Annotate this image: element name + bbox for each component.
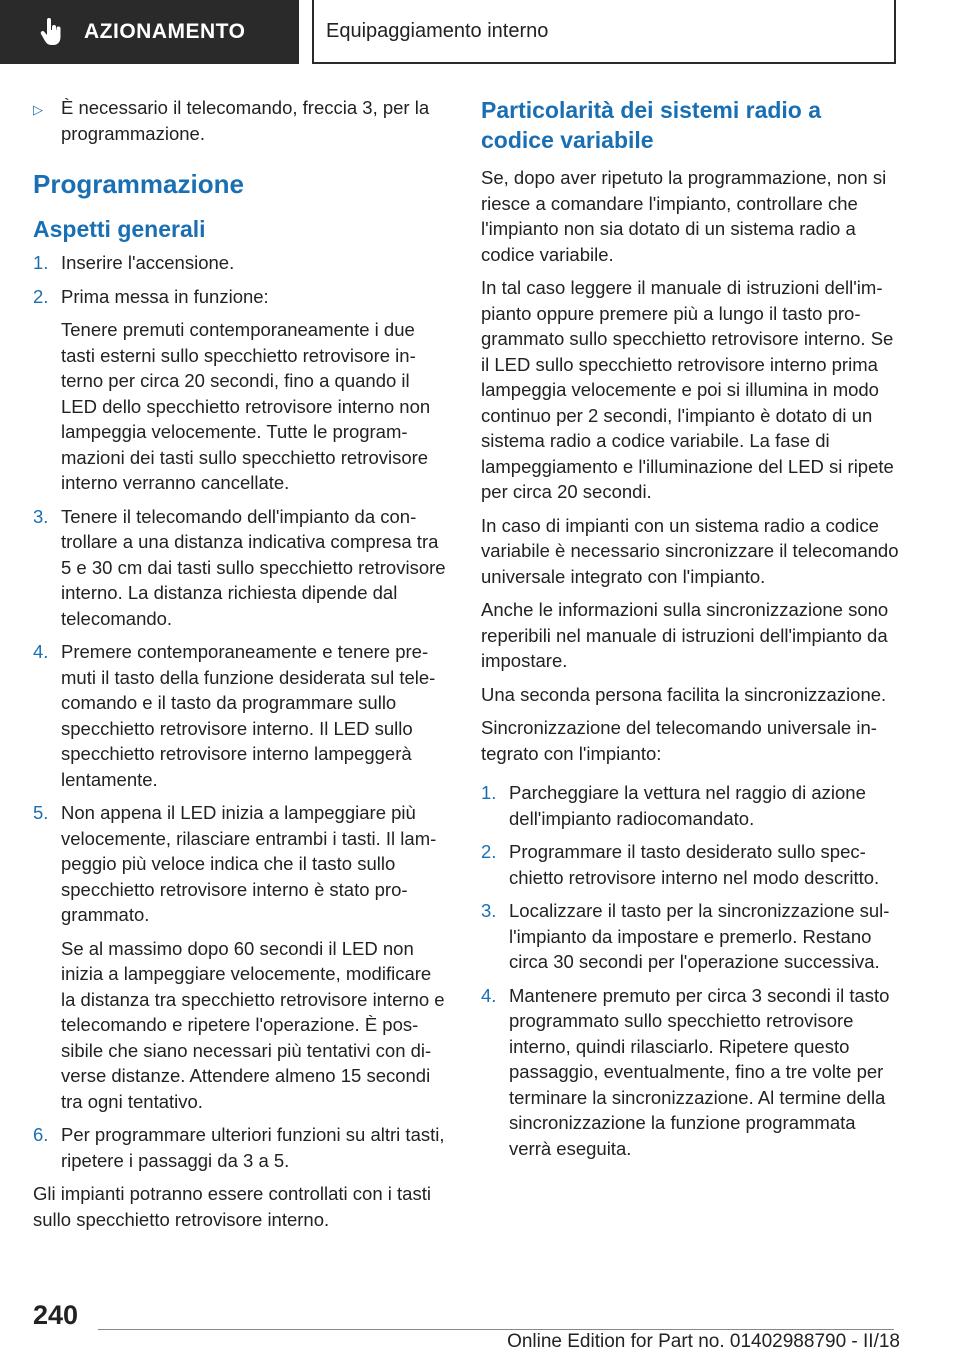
page-number: 240 [33,1300,79,1330]
list-item [33,639,447,792]
step-text: Tenere premuti contemporaneamente i due tasti esterni sullo specchietto retrovisore interno per circa 20 secondi, fino a quando il LED dello specchietto retrovisore interno non lampeggia velocemente. Tutte le programmazioni dei tasti sullo specchietto retrovisore interno verranno cancellate. [61,319,431,493]
step-number: 3. [481,900,497,921]
step-number: 5. [33,802,49,823]
chapter-title: Equipaggiamento interno [326,19,549,42]
paragraph: In tal caso leggere il manuale di istruzioni dell'impianto oppure premere più a lungo il tasto programmato sullo specchietto retrovisore interno. Se il LED sullo specchietto retrovisore interno prima lampeggia velocemente e poi si illumina in modo continuo per 2 secondi, l'impianto è dotato di un sistema radio a codice variabile. La fase di lampeggiamento e l'illuminazione del LED si ripete per circa 20 secondi. [481,277,894,502]
step-number: 2. [33,285,49,307]
step-text: Per programmare ulteriori funzioni su altri tasti, ripetere i passaggi da 3 a 5. [61,1124,445,1171]
step-text: Prima messa in funzione: [61,285,269,307]
step-text: Non appena il LED inizia a lampeggiare più velocemente, rilasciare entrambi i tasti. Il lampeggio più veloce indica che il tasto sullo specchietto retrovisore interno è stato programmato. [61,802,437,925]
step-text: Se al massimo dopo 60 secondi il LED non inizia a lampeggiare velocemente, modificare la distanza tra specchietto retrovisore interno e telecomando e ripetere l'operazione. È possibile che siano necessari più tentativi con diverse distanze. Attendere almeno 15 secondi tra ogni tentativo. [61,937,445,1112]
hand-pointer-icon [40,18,62,46]
right-heading: Particolarità dei sistemi radio a codice variabile [481,97,822,153]
right-column [481,95,899,1169]
list-item [33,284,447,496]
section-tab [0,0,299,64]
step-text: Localizzare il tasto per la sincronizzazione sull'impianto da impostare e premerlo. Restano circa 30 secondi per l'operazione successiva. [509,900,890,972]
section-heading: Programmazione [33,169,244,199]
step-number: 1. [33,252,49,273]
list-item [33,504,447,632]
subsection-heading: Aspetti generali [33,216,206,242]
step-text: Programmare il tasto desiderato sullo specchietto retrovisore interno nel modo descritto. [509,841,880,888]
step-number: 4. [481,984,497,1006]
step-number: 2. [481,841,497,862]
paragraph: Una seconda persona facilita la sincronizzazione. [481,683,887,705]
paragraph: In caso di impianti con un sistema radio a codice variabile è necessario sincronizzare il telecomando universale integrato con l'impianto. [481,514,899,587]
section-title: AZIONAMENTO [84,20,246,43]
list-item [33,800,447,1114]
list-item [481,780,899,831]
step-text: Inserire l'accensione. [61,252,235,273]
intro-bullet [33,95,447,146]
closing-paragraph: Gli impianti potranno essere controllati con i tasti sullo specchietto retrovisore interno. [33,1183,431,1230]
list-item [481,983,899,1162]
intro-bullet-text: È necessario il telecomando, freccia 3, per la programmazione. [61,97,430,144]
triangle-right-icon: ▷ [33,102,43,117]
step-text: Mantenere premuto per circa 3 secondi il tasto programmato sullo specchietto retrovisore interno, quindi rilasciarlo. Ripetere questo passaggio, eventualmente, fino a tre volte per terminare la sincronizzazione. Al termine della sincronizzazione la funzione programmata verrà eseguita. [509,984,890,1159]
list-item [481,898,899,975]
step-text: Tenere il telecomando dell'impianto da controllare a una distanza indicativa compresa tra 5 e 30 cm dai tasti sullo specchietto retrovisore interno. La distanza richiesta dipende dal telecomando. [61,505,446,629]
step-text: Premere contemporaneamente e tenere premuti il tasto della funzione desiderata sul telecomando e il tasto da programmare sullo specchietto retrovisore interno. Il LED sullo specchietto retrovisore interno lampeggerà lentamente. [61,641,436,790]
list-item [33,1122,447,1173]
paragraph: Se, dopo aver ripetuto la programmazione, non si riesce a comandare l'impianto, controllare che l'impianto non sia dotato di un sistema radio a codice variabile. [481,167,887,265]
step-number: 4. [33,641,49,662]
list-item [33,250,447,276]
paragraph: Anche le informazioni sulla sincronizzazione sono reperibili nel manuale di istruzioni dell'impianto da impostare. [481,599,889,671]
chapter-tab [312,0,896,64]
footer-edition: Online Edition for Part no. 01402988790 - II/18 [507,1331,900,1352]
paragraph: Sincronizzazione del telecomando universale integrato con l'impianto: [481,717,877,764]
step-number: 1. [481,782,497,803]
step-number: 3. [33,505,49,527]
list-item [481,839,899,890]
footer-divider [98,1329,894,1330]
step-text: Parcheggiare la vettura nel raggio di azione dell'impianto radiocomandato. [509,782,866,829]
step-number: 6. [33,1124,49,1145]
left-column [33,95,447,1240]
